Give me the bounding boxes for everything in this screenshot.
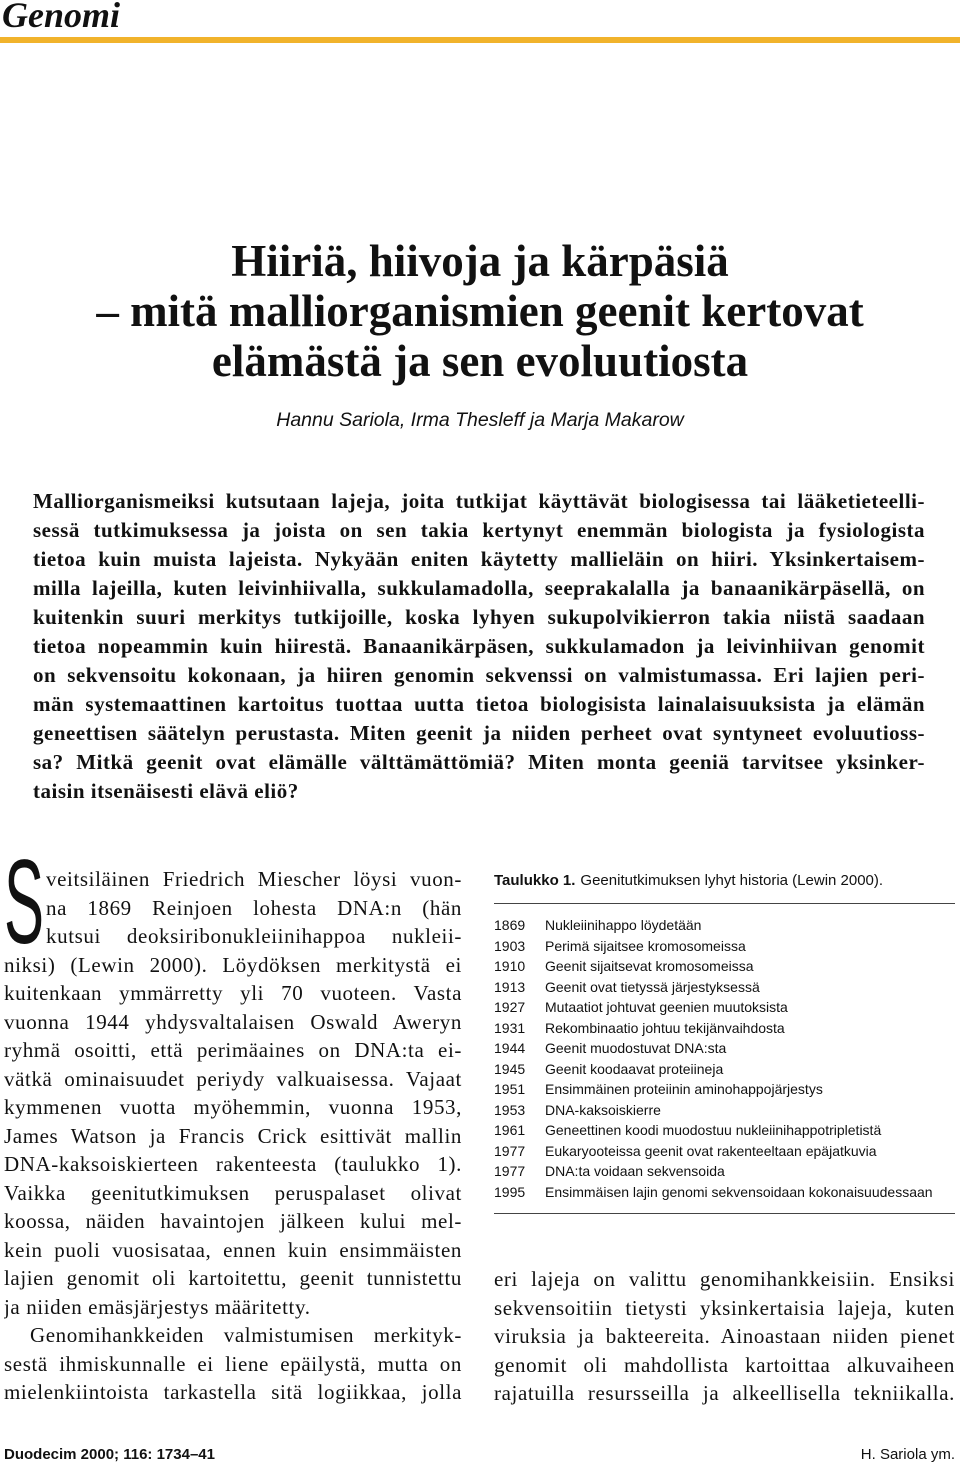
table-row: [494, 1018, 955, 1039]
table-caption: [494, 871, 883, 891]
table-row: [494, 997, 955, 1018]
abstract-line: sa? Mitkä geenit ovat elämälle välttämättömiä? Miten monta geeniä tarvitsee yksinker-: [33, 750, 925, 774]
abstract-line: sessä tutkimuksessa ja joista on sen takia kertynyt enemmän biologista ja fysiologista: [33, 518, 925, 542]
body-line: koossa, näiden havaintojen jälkeen kului mel-: [4, 1209, 462, 1233]
table-event: Mutaatiot johtuvat geenien muutoksista: [545, 999, 788, 1015]
abstract-line: män systemaattinen kartoitus tuottaa uutta tietoa biologisista lainalaisuuksista ja elämän: [33, 692, 925, 716]
table-caption-text: Geenitutkimuksen lyhyt historia (Lewin 2000).: [580, 872, 884, 889]
abstract-line: tietoa kuin muista lajeista. Nykyään eniten käytetty mallieläin on hiiri. Yksinkertaisem-: [33, 547, 925, 571]
table-year: 1977: [494, 1142, 526, 1159]
body-line: eri lajeja on valittu genomihankkeisiin. Ensiksi: [494, 1267, 955, 1291]
body-line: viruksia ja bakteereita. Ainoastaan niiden pienet: [494, 1324, 955, 1348]
table-year: 1953: [494, 1101, 526, 1118]
table-row: [494, 936, 955, 957]
abstract: [33, 487, 925, 806]
table-bottom-rule: [494, 1213, 955, 1214]
table-row: [494, 1120, 955, 1141]
body-line: ja niiden emäsjärjestys määritetty.: [4, 1294, 311, 1319]
body-line: veitsiläinen Friedrich Miescher löysi vuon-: [46, 867, 462, 891]
table-row: [494, 1161, 955, 1182]
body-line: DNA-kaksoiskierteen rakenteesta (taulukko 1).: [4, 1152, 462, 1176]
table-year: 1961: [494, 1122, 526, 1138]
abstract-line: on sekvensoitu kokonaan, ja hiiren genomin sekvenssi on valmistumassa. Eri lajien peri-: [33, 663, 925, 687]
body-line: Vaikka geenitutkimuksen peruspalaset olivat: [4, 1180, 462, 1205]
table-year: 1869: [494, 917, 526, 933]
table-row: [494, 1100, 955, 1121]
table-event: Nukleiinihappo löydetään: [545, 917, 702, 933]
table-event: Geenit muodostuvat DNA:sta: [545, 1040, 727, 1056]
table-event: Geneettinen koodi muodostuu nukleiinihappotripletistä: [545, 1122, 882, 1138]
table-row: [494, 1038, 955, 1059]
table-event: Geenit koodaavat proteiineja: [545, 1060, 724, 1077]
body-line: vätkä ominaisuudet periydy valkuaisessa. Vajaat: [4, 1066, 462, 1091]
abstract-line: taisin itsenäisesti elävä eliö?: [33, 779, 299, 803]
table-event: Perimä sijaitsee kromosomeissa: [545, 937, 746, 954]
table-year: 1931: [494, 1019, 526, 1036]
body-line: Genomihankkeiden valmistumisen merkityk-: [30, 1323, 462, 1347]
table-row: [494, 1059, 955, 1080]
title-line: – mitä malliorganismien geenit kertovat: [96, 286, 864, 336]
body-line: kein puoli vuosisataa, ennen kuin ensimmäisten: [4, 1237, 462, 1262]
body-line: niksi) (Lewin 2000). Löydöksen merkitystä ei: [4, 952, 462, 977]
body-line: genomit oli mahdollista kartoittaa alkuvaiheen: [494, 1352, 955, 1377]
table-row: [494, 1079, 955, 1100]
table-year: 1927: [494, 999, 526, 1015]
table-event: Rekombinaatio johtuu tekijänvaihdosta: [545, 1019, 785, 1036]
footer-citation: Duodecim 2000; 116: 1734–41: [4, 1446, 215, 1463]
title-line: elämästä ja sen evoluutiosta: [211, 336, 749, 386]
table-event: Geenit ovat tietyssä järjestyksessä: [545, 978, 760, 995]
table-event: Ensimmäinen proteiinin aminohappojärjestys: [545, 1081, 823, 1097]
body-line: ryhmä osoitti, että perimäaines on DNA:ta ei-: [4, 1038, 462, 1062]
table-row: [494, 956, 955, 977]
table-row: [494, 1141, 955, 1162]
body-column-right: [494, 1265, 955, 1408]
abstract-line: tietoa nopeammin kuin hiirestä. Banaanikärpäsen, sukkulamadon ja leivinhiivan genomit: [33, 634, 925, 658]
table-row: [494, 915, 955, 936]
author-line: Hannu Sariola, Irma Thesleff ja Marja Makarow: [276, 409, 684, 431]
table-year: 1951: [494, 1081, 526, 1097]
body-line: na 1869 Reinjoen lohesta DNA:n (hän: [46, 895, 462, 920]
table-event: DNA:ta voidaan sekvensoida: [545, 1163, 725, 1179]
accent-bar: [0, 37, 960, 43]
body-line: kuitenkaan ymmärretty yli 70 vuoteen. Vasta: [4, 981, 462, 1005]
body-line: kutsui deoksiribonukleiinihappoa nukleii-: [46, 924, 462, 948]
body-line: mielenkiintoista tarkastella sitä logiikkaa, jolla: [4, 1380, 462, 1404]
body-line: rajatuilla resursseilla ja alkeellisella tekniikalla.: [494, 1381, 955, 1405]
table-year: 1945: [494, 1060, 526, 1077]
table-year: 1910: [494, 958, 526, 974]
table-event: DNA-kaksoiskierre: [545, 1101, 661, 1118]
body-line: sekvensoitiin tietysti yksinkertaisia lajeja, kuten: [494, 1295, 955, 1320]
body-line: sestä ihmiskunnalle ei liene epäilystä, mutta on: [4, 1351, 462, 1376]
body-line: lajien genomit oli kartoitettu, geenit tunnistettu: [4, 1266, 462, 1290]
table-year: 1977: [494, 1163, 526, 1179]
abstract-line: Malliorganismeiksi kutsutaan lajeja, joita tutkijat käyttävät biologisessa tai lääketieteelli-: [33, 489, 925, 513]
table-event: Geenit sijaitsevat kromosomeissa: [545, 958, 754, 974]
drop-cap: S: [4, 835, 45, 969]
table-year: 1944: [494, 1040, 526, 1056]
body-line: vuonna 1944 yhdysvaltalaisen Oswald Aweryn: [4, 1009, 462, 1034]
body-line: kymmenen vuotta myöhemmin, vuonna 1953,: [4, 1095, 462, 1119]
abstract-line: kuitenkin suuri merkitys tutkijoille, koska lyhyen sukupolvikierron takia niistä saadaan: [33, 605, 925, 629]
table-row: [494, 977, 955, 998]
table-label: Taulukko 1.: [494, 872, 576, 889]
article-title: [0, 236, 960, 386]
table-year: 1913: [494, 978, 526, 995]
abstract-line: milla lajeilla, kuten leivinhiivalla, sukkulamadolla, seeprakalalla ja banaanikärpäsellä, on: [33, 576, 925, 600]
table-year: 1903: [494, 937, 526, 954]
table-year: 1995: [494, 1183, 526, 1200]
history-table: [494, 915, 955, 1202]
footer-author: H. Sariola ym.: [860, 1446, 955, 1463]
table-event: Ensimmäisen lajin genomi sekvensoidaan kokonaisuudessaan: [545, 1183, 933, 1200]
title-line: Hiiriä, hiivoja ja kärpäsiä: [231, 236, 729, 286]
table-row: [494, 1182, 955, 1203]
table-event: Eukaryooteissa geenit ovat rakenteeltaan epäjatkuvia: [545, 1142, 877, 1159]
abstract-line: geneettisen säätelyn perustasta. Miten geenit ja niiden perheet ovat syntyneet evoluutioss-: [33, 721, 925, 745]
body-line: James Watson ja Francis Crick esittivät mallin: [4, 1123, 462, 1148]
table-top-rule: [494, 903, 955, 904]
section-label: Genomi: [2, 0, 121, 35]
body-column-left: [4, 835, 462, 1407]
